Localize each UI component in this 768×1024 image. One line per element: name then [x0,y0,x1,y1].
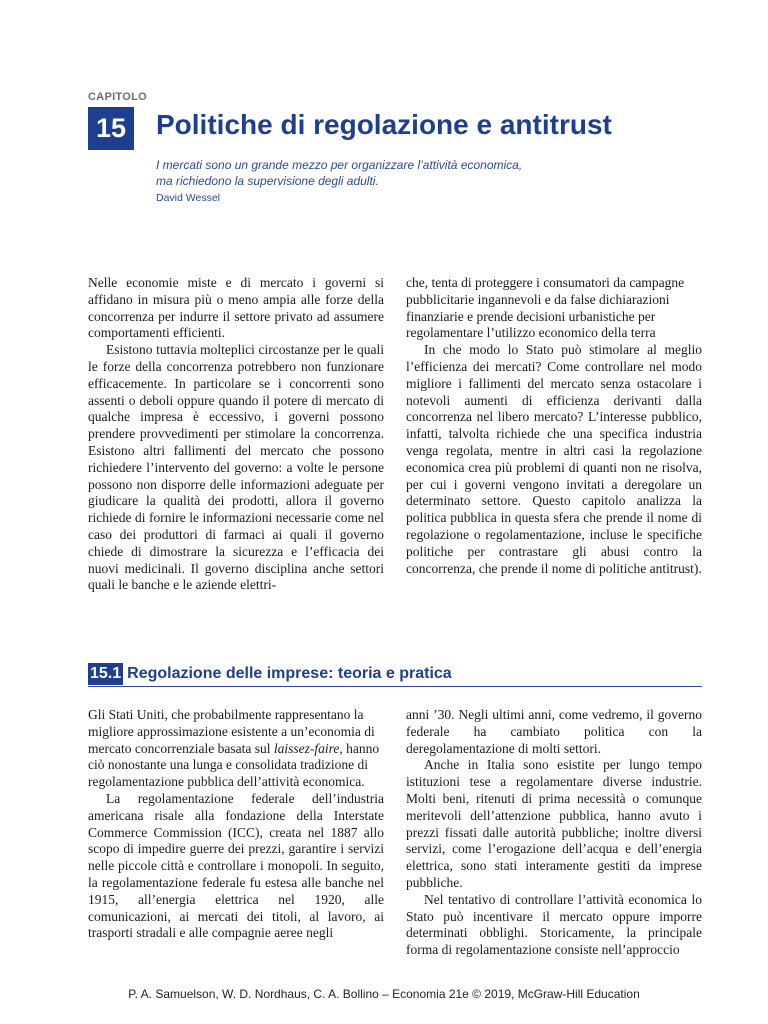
paragraph: Nel tentativo di controllare l’attività economica lo Stato può incentivare il mercato oppure imporre determinati obblighi. Storicamente, la principale forma di regolamentazione consiste nell’approccio [406,891,702,958]
paragraph: Esistono tuttavia molteplici circostanze per le quali le forze della concorrenza potrebbero non funzionare efficacemente. In particolare se i concorrenti sono assenti o deboli oppure quando il potere di mercato di qualche impresa è eccessivo, i governi possono prendere provvedimenti per stimolare la concorrenza. Esistono altri fallimenti del mercato che possono richiedere l’intervento del governo: a volte le persone possono non disporre delle informazioni adeguate per giudicare la qualità dei prodotti, allora il governo richiede di fornire le informazioni necessarie come nel caso dei produttori di farmaci ai quali il governo chiede di dimostrare la sicurezza e l’efficacia dei nuovi medicinali. Il governo disciplina anche settori quali le banche e le aziende elettri- [88,342,384,593]
paragraph: Anche in Italia sono esistite per lungo tempo istituzioni tese a regolamentare diverse industrie. Molti beni, ritenuti di prima necessità o comunque meritevoli dell’attenzione pubblica, hanno avuto i prezzi fissati dalle autorità pubbliche; inoltre diversi servizi, come l’erogazione dell’acqua e dell’energia elettrica, sono stati interamente gestiti da imprese pubbliche. [406,757,702,890]
epigraph-author: David Wessel [156,192,220,204]
paragraph: Nelle economie miste e di mercato i governi si affidano in misura più o meno ampia alle forze della concorrenza per indurre il settore privato ad assumere comportamenti efficienti. [88,275,384,341]
paragraph: anni ’30. Negli ultimi anni, come vedremo, il governo federale ha cambiato politica con la deregolamentazione di molti settori. [406,707,702,756]
paragraph: che, tenta di proteggere i consumatori da campagne pubblicitarie ingannevoli e da false dichiarazioni finanziarie e prende decisioni urbanistiche per regolamentare l’utilizzo economico della terra [406,275,685,341]
epigraph-line: ma richiedono la supervisione degli adulti. [156,174,379,188]
paragraph [88,707,384,791]
section-title: Regolazione delle imprese: teoria e pratica [127,665,452,682]
epigraph [156,157,576,189]
chapter-title: Politiche di regolazione e antitrust [156,109,612,140]
text-run: Gli Stati Uniti, che probabilmente rappresentano la migliore approssimazione esistente a un’economia di mercato concorrenziale basata sul [88,707,375,756]
page-footer: P. A. Samuelson, W. D. Nordhaus, C. A. Bollino – Economia 21e © 2019, McGraw-Hill Education [128,987,640,1001]
intro-column-right [406,275,702,577]
chapter-number-badge: 15 [88,107,134,150]
section-heading [88,662,702,687]
italic-term: laissez-faire [273,740,340,756]
paragraph: In che modo lo Stato può stimolare al meglio l’efficienza dei mercati? Come controllare nel modo migliore i fallimenti del mercato senza ostacolare i notevoli aumenti di efficienza derivanti dalla concorrenza nel libero mercato? L’interesse pubblico, infatti, talvolta richiede che una specifica industria venga regolata, mentre in altri casi la regolazione economica crea più problemi di quanti non ne risolva, per cui i governi vengono invitati a deregolare un determinato settore. Questo capitolo analizza la politica pubblica in questa sfera che prende il nome di regolazione o regolamentazione, incluse le specifiche politiche per contrastare gli abusi contro la concorrenza, che prende il nome di politiche antitrust). [406,342,702,576]
body-column-left [88,707,384,942]
body-column-right [406,707,702,959]
paragraph: La regolamentazione federale dell’industria americana risale alla fondazione della Interstate Commerce Commission (ICC), creata nel 1887 allo scopo di impedire guerre dei prezzi, garantire i servizi nelle piccole città e controllare i monopoli. In seguito, la regolamentazione federale fu estesa alle banche nel 1915, all’energia elettrica nel 1920, alle comunicazioni, ai mercati dei titoli, al lavoro, ai trasporti stradali e alle compagnie aeree negli [88,790,384,941]
chapter-label: CAPITOLO [88,91,148,103]
section-number: 15.1 [88,663,123,685]
text-run: , hanno ciò nonostante una lunga e consolidata tradizione di regolamentazione pubblica dell’attività economica. [88,740,380,790]
intro-column-left [88,275,384,594]
epigraph-line: I mercati sono un grande mezzo per organizzare l’attività economica, [156,158,523,172]
